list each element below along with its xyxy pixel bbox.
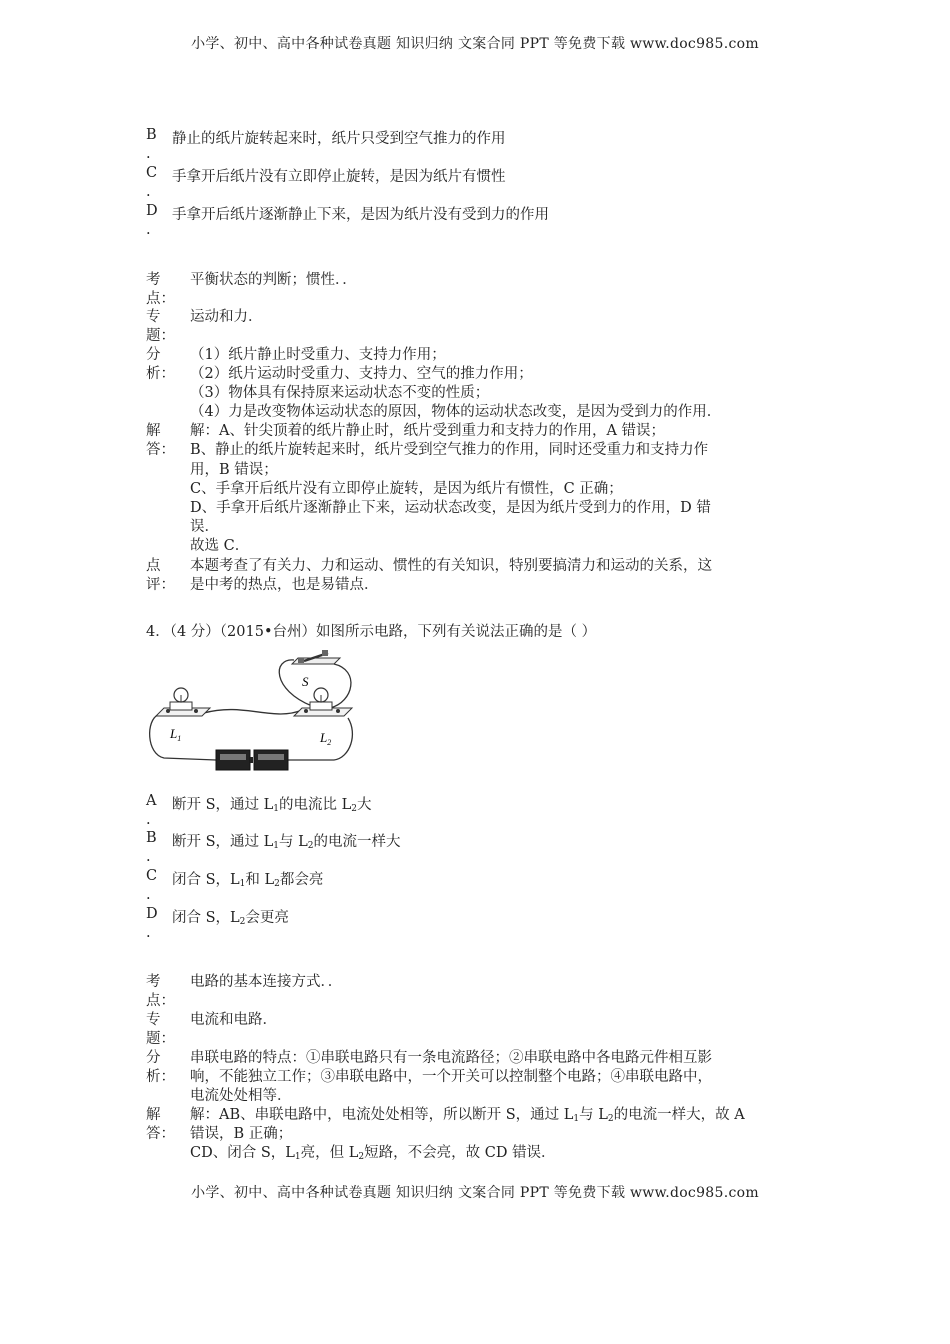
q3-kaodian-label-2: 点： (146, 291, 175, 307)
q4-kaodian-text: 电路的基本连接方式．． (190, 974, 343, 990)
option-text: 闭合 S，$L_1$和 $L_2$都会亮 (172, 872, 324, 889)
lamp2-label: $L_2$ (320, 730, 332, 747)
page-header: 小学、初中、高中各种试卷真题 知识归纳 文案合同 PPT 等免费下载 www.doc985.com (191, 36, 759, 52)
q3-fenxi-line: （2）纸片运动时受重力、支持力、空气的推力作用； (190, 366, 533, 382)
option-dot: . (146, 222, 151, 238)
q3-jieda-line: C、手拿开后纸片没有立即停止旋转，是因为纸片有惯性，C 正确； (190, 481, 623, 497)
option-letter: C (146, 868, 158, 884)
option-text: 断开 S，通过 $L_1$与 $L_2$的电流一样大 (172, 834, 401, 851)
q3-fenxi-label-1: 分 (146, 347, 161, 363)
q4-zhuanti-text: 电流和电路． (190, 1012, 277, 1028)
q3-kaodian-text: 平衡状态的判断；惯性．． (190, 272, 357, 288)
q3-fenxi-line: （3）物体具有保持原来运动状态不变的性质； (190, 385, 490, 401)
option-text: 手拿开后纸片逐渐静止下来，是因为纸片没有受到力的作用 (172, 207, 549, 223)
option-dot: . (146, 146, 151, 162)
switch-s (292, 650, 340, 664)
option-text: 手拿开后纸片没有立即停止旋转，是因为纸片有惯性 (172, 169, 506, 185)
q3-jieda-line: B、静止的纸片旋转起来时，纸片受到空气推力的作用，同时还受重力和支持力作 (190, 442, 709, 458)
q3-zhuanti-text: 运动和力． (190, 309, 263, 325)
q3-fenxi-line: （4）力是改变物体运动状态的原因，物体的运动状态改变，是因为受到力的作用． (190, 404, 722, 420)
q3-kaodian-label-1: 考 (146, 272, 161, 288)
q3-dianping-label-1: 点 (146, 558, 161, 574)
q4-kaodian-label-2: 点： (146, 993, 175, 1009)
q4-stem: 4．（4 分）（2015•台州）如图所示电路，下列有关说法正确的是（ ） (146, 624, 597, 640)
wire (330, 664, 351, 708)
lamp-l1 (156, 688, 210, 716)
q4-fenxi-label-1: 分 (146, 1050, 161, 1066)
battery (216, 750, 288, 770)
q4-jieda-line: CD、闭合 S，$L_1$亮，但 $L_2$短路，不会亮，故 CD 错误． (190, 1145, 556, 1162)
q3-dianping-line: 是中考的热点，也是易错点． (190, 577, 379, 593)
option-dot: . (146, 925, 151, 941)
option-text: 闭合 S，$L_2$会更亮 (172, 910, 289, 927)
q3-jieda-label-2: 答： (146, 442, 175, 458)
q3-dianping-line: 本题考查了有关力、力和运动、惯性的有关知识，特别要搞清力和运动的关系，这 (190, 558, 712, 574)
q3-jieda-label-1: 解 (146, 423, 161, 439)
q4-fenxi-line: 串联电路的特点：①串联电路只有一条电流路径；②串联电路中各电路元件相互影 (190, 1050, 712, 1066)
wire (150, 715, 216, 760)
option-letter: B (146, 127, 157, 143)
q4-jieda-line: 解：AB、串联电路中，电流处处相等，所以断开 S，通过 $L_1$与 $L_2$的电流一样大，故 A (190, 1107, 745, 1124)
q4-zhuanti-label-1: 专 (146, 1012, 161, 1028)
option-letter: B (146, 830, 157, 846)
q3-jieda-line: 用，B 错误； (190, 462, 278, 478)
q3-dianping-label-2: 评： (146, 577, 175, 593)
q4-zhuanti-label-2: 题： (146, 1031, 175, 1047)
wire (204, 710, 302, 714)
lamp1-label: $L_1$ (170, 726, 182, 743)
circuit-figure (144, 650, 364, 775)
page-footer: 小学、初中、高中各种试卷真题 知识归纳 文案合同 PPT 等免费下载 www.doc985.com (191, 1185, 759, 1201)
q4-jieda-label-1: 解 (146, 1107, 161, 1123)
option-letter: D (146, 203, 158, 219)
q4-fenxi-label-2: 析： (146, 1069, 175, 1085)
option-dot: . (146, 812, 151, 828)
q3-zhuanti-label-2: 题： (146, 328, 175, 344)
q3-jieda-line: 误． (190, 519, 219, 535)
option-text: 静止的纸片旋转起来时，纸片只受到空气推力的作用 (172, 131, 506, 147)
option-text: 断开 S，通过 $L_1$的电流比 $L_2$大 (172, 797, 372, 814)
q4-jieda-label-2: 答： (146, 1126, 175, 1142)
q4-fenxi-line: 电流处处相等． (190, 1088, 292, 1104)
q3-fenxi-line: （1）纸片静止时受重力、支持力作用； (190, 347, 446, 363)
option-dot: . (146, 184, 151, 200)
option-dot: . (146, 849, 151, 865)
option-dot: . (146, 887, 151, 903)
switch-label: S (302, 674, 309, 689)
q3-fenxi-label-2: 析： (146, 366, 175, 382)
wire (284, 718, 352, 760)
q3-zhuanti-label-1: 专 (146, 309, 161, 325)
option-letter: C (146, 165, 158, 181)
q4-kaodian-label-1: 考 (146, 974, 161, 990)
q3-jieda-line: D、手拿开后纸片逐渐静止下来，运动状态改变，是因为纸片受到力的作用，D 错 (190, 500, 711, 516)
option-letter: A (146, 793, 157, 809)
q3-jieda-line: 解：A、针尖顶着的纸片静止时，纸片受到重力和支持力的作用，A 错误； (190, 423, 666, 439)
q4-fenxi-line: 响，不能独立工作；③串联电路中，一个开关可以控制整个电路；④串联电路中， (190, 1069, 712, 1085)
option-letter: D (146, 906, 158, 922)
q3-jieda-line: 故选 C． (190, 538, 250, 554)
q4-jieda-line: 错误，B 正确； (190, 1126, 293, 1142)
